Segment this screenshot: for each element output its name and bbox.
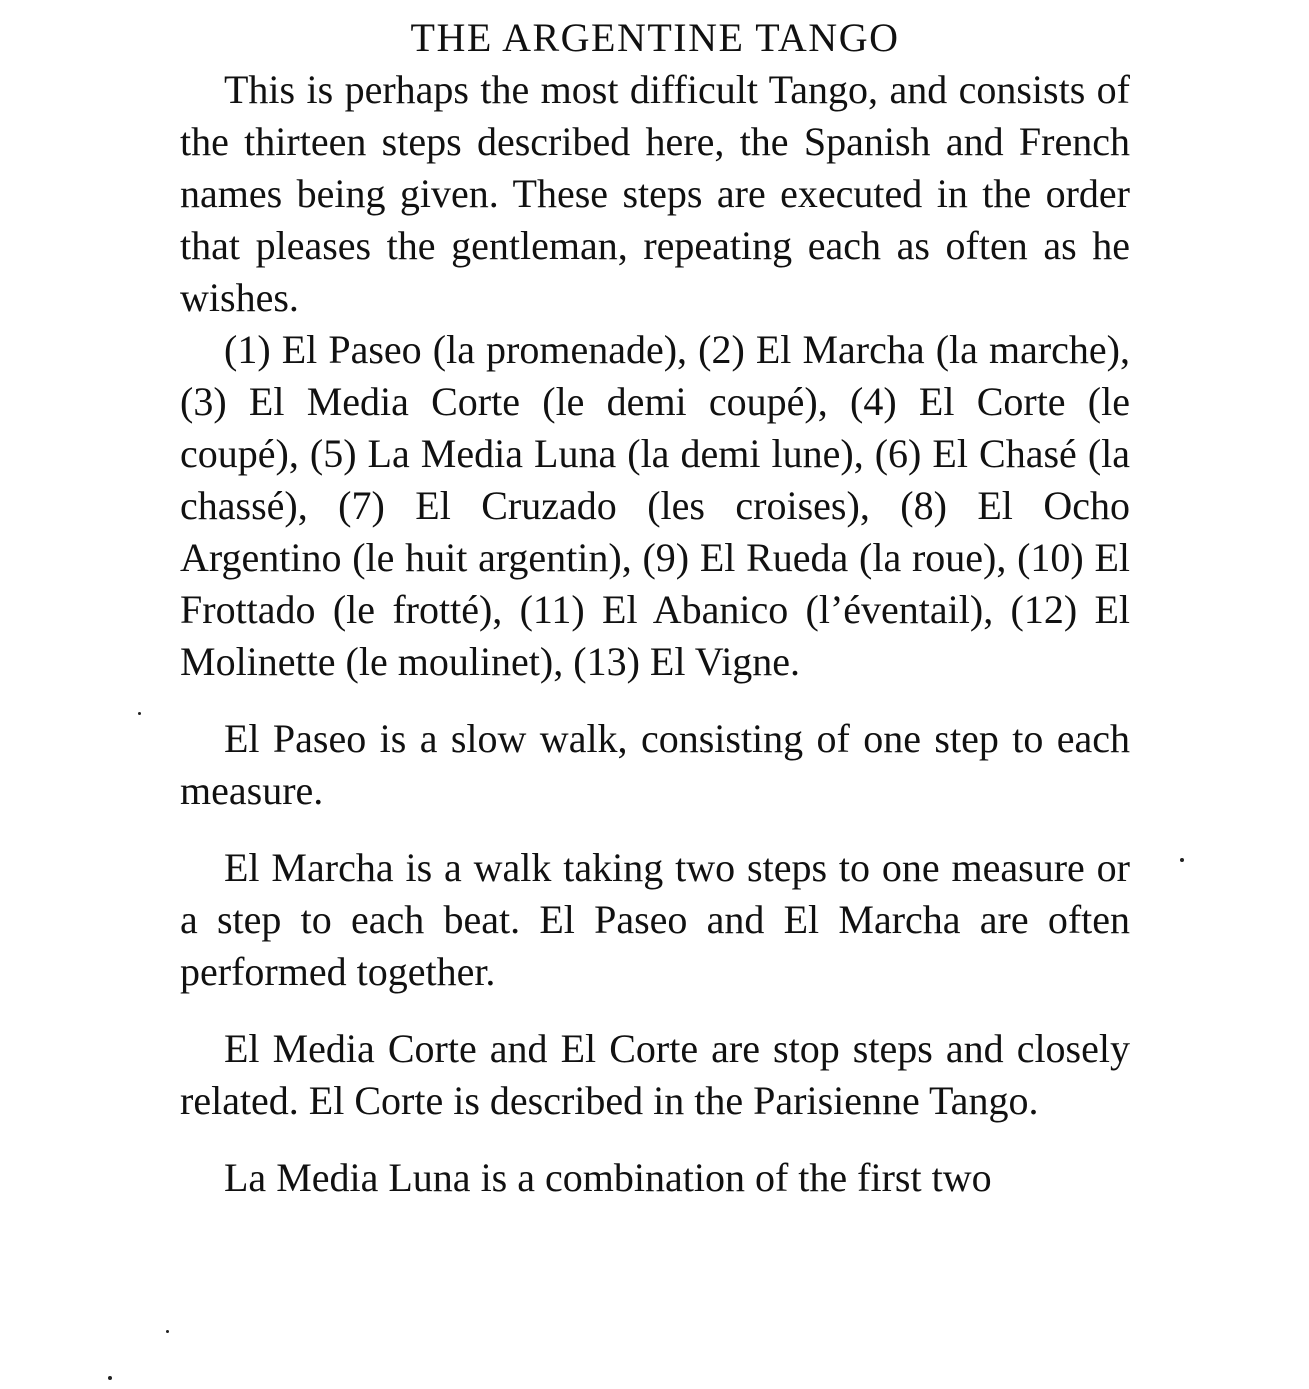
- paragraph-intro: This is perhaps the most difficult Tango, and consists of the thirteen steps described here, the Spanish and French names being given. These steps are executed in the order that pleases the gentleman, repeating each as often as he wishes.: [180, 67, 1130, 320]
- page-title: THE ARGENTINE TANGO: [410, 15, 900, 60]
- paragraph-corte: El Media Corte and El Corte are stop steps and closely related. El Corte is described in the Parisienne Tango.: [180, 1026, 1130, 1123]
- scan-speck: [166, 1330, 169, 1333]
- paragraph-media-luna: La Media Luna is a combination of the first two: [224, 1155, 992, 1200]
- scan-speck: [108, 1376, 112, 1380]
- scan-speck: [1180, 858, 1184, 862]
- document-page: [180, 12, 1130, 1204]
- paragraph-el-paseo: El Paseo is a slow walk, consisting of one step to each measure.: [180, 716, 1130, 813]
- paragraph-el-marcha: El Marcha is a walk taking two steps to one measure or a step to each beat. El Paseo and El Marcha are often performed together.: [180, 845, 1130, 994]
- paragraph-step-list: (1) El Paseo (la promenade), (2) El Marcha (la marche), (3) El Media Corte (le demi coupé), (4) El Corte (le coupé), (5) La Media Luna (la demi lune), (6) El Chasé (la chassé), (7) El Cruzado (les croises), (8) El Ocho Argentino (le huit argentin), (9) El Rueda (la roue), (10) El Frottado (le frotté), (11) El Abanico (l’éventail), (12) El Molinette (le moulinet), (13) El Vigne.: [180, 327, 1130, 684]
- scan-speck: [138, 712, 141, 715]
